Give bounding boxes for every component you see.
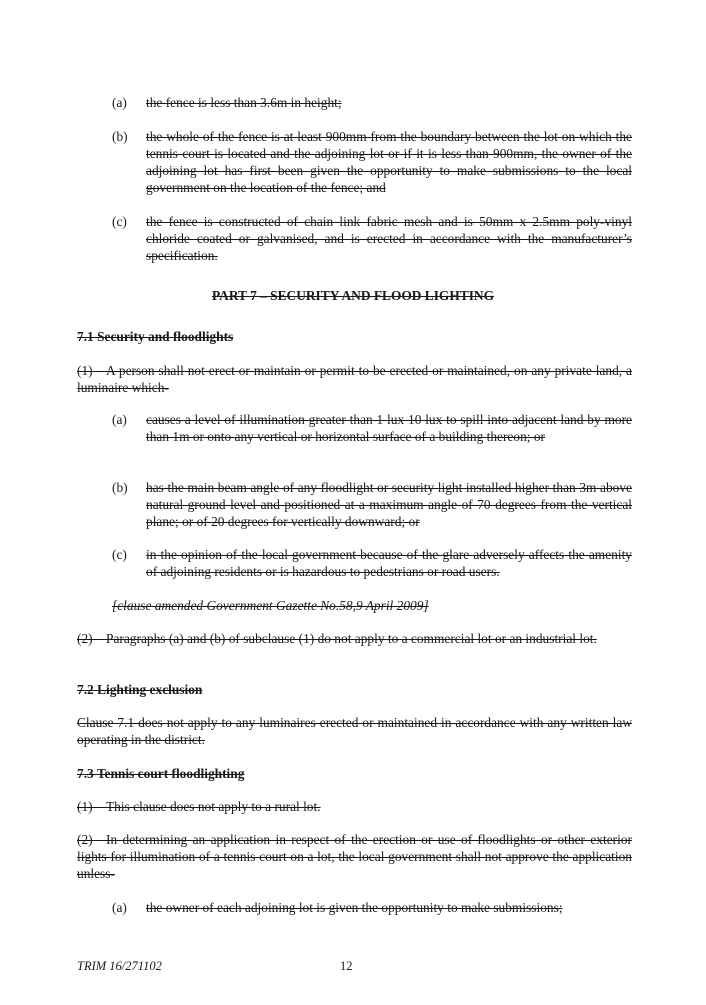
list-item-glare (112, 546, 632, 580)
item-text: the owner of each adjoining lot is given the opportunity to make submissions; (146, 900, 563, 915)
paragraph-7-1-1: (1) A person shall not erect or maintain or permit to be erected or maintained, on any private land, a luminaire which- (77, 363, 632, 395)
footer-trim-reference: TRIM 16/271102 (77, 959, 162, 973)
page-number: 12 (340, 959, 353, 973)
item-label: (a) (112, 412, 127, 427)
amendment-note: [clause amended Government Gazette No.58,9 April 2009] (112, 598, 429, 613)
item-text: the fence is less than 3.6m in height; (146, 95, 342, 110)
item-text: has the main beam angle of any floodlight or security light installed higher than 3m above natural ground level and positioned at a maximum angle of 70 degrees from the vertical plane; or of 20 degrees for vertically downward; or (146, 480, 632, 529)
paragraph-7-3-1: (1) This clause does not apply to a rural lot. (77, 799, 321, 814)
section-heading-7-2: 7.2 Lighting exclusion (77, 682, 203, 697)
list-item-fence-height (112, 94, 632, 111)
list-item-owner-submissions (112, 899, 632, 916)
list-item-beam-angle (112, 479, 632, 530)
list-item-fence-construction (112, 213, 632, 264)
paragraph-7-2: Clause 7.1 does not apply to any luminaires erected or maintained in accordance with any written law operating in the district. (77, 715, 632, 747)
part-heading: PART 7 – SECURITY AND FLOOD LIGHTING (211, 288, 494, 303)
section-heading-7-3: 7.3 Tennis court floodlighting (77, 766, 245, 781)
paragraph-7-3-2: (2) In determining an application in respect of the erection or use of floodlights or other exterior lights for illumination of a tennis court on a lot, the local government shall not approve the application unless- (77, 832, 632, 881)
paragraph-7-1-2: (2) Paragraphs (a) and (b) of subclause (1) do not apply to a commercial lot or an industrial lot. (77, 631, 597, 646)
item-label: (b) (112, 129, 128, 144)
item-label: (c) (112, 214, 127, 229)
item-text: the fence is constructed of chain link fabric mesh and is 50mm x 2.5mm poly-vinyl chloride coated or galvanised, and is erected in accordance with the manufacturer’s specification. (146, 214, 632, 263)
list-item-illumination (112, 411, 632, 445)
item-label: (b) (112, 480, 128, 495)
section-heading-7-1: 7.1 Security and floodlights (77, 329, 234, 344)
item-label: (a) (112, 900, 127, 915)
item-label: (a) (112, 95, 127, 110)
item-text: in the opinion of the local government because of the glare adversely affects the amenity of adjoining residents or is hazardous to pedestrians or road users. (146, 547, 632, 579)
item-text: causes a level of illumination greater than 1 lux 10 lux to spill into adjacent land by more than 1m or onto any vertical or horizontal surface of a building thereon; or (146, 412, 632, 444)
list-item-fence-distance (112, 128, 632, 196)
item-label: (c) (112, 547, 127, 562)
item-text: the whole of the fence is at least 900mm from the boundary between the lot on which the tennis court is located and the adjoining lot or if it is less than 900mm, the owner of the adjoining lot has first been given the opportunity to make submissions to the local government on the location of the fence; and (146, 129, 632, 195)
